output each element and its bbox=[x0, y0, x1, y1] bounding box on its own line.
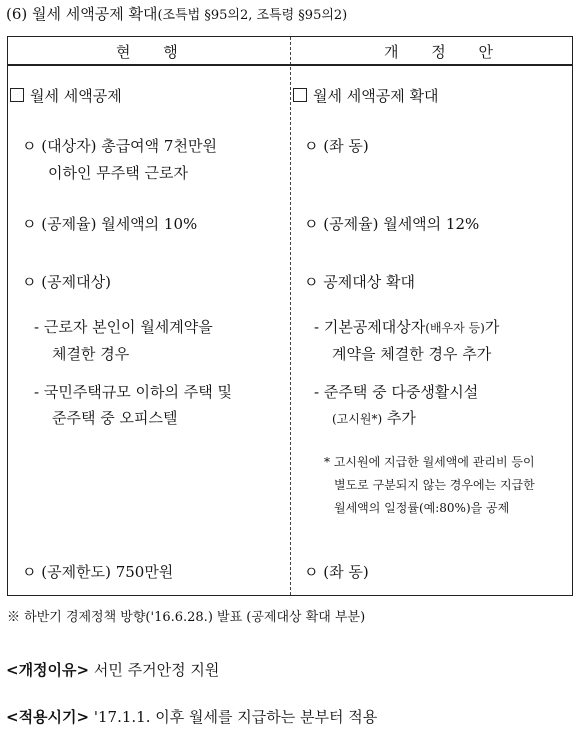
section-title-main: (6) 월세 세액공제 확대 bbox=[6, 5, 158, 23]
current-scope-a-line1: - 근로자 본인이 월세계약을 bbox=[34, 318, 213, 336]
header-current: 현 행 bbox=[116, 43, 192, 61]
current-rate: ㅇ (공제율) 월세액의 10% bbox=[22, 215, 198, 233]
column-divider bbox=[290, 37, 291, 595]
reference-note: ※ 하반기 경제정책 방향('16.6.28.) 발표 (공제대상 확대 부분) bbox=[7, 610, 366, 625]
revised-scope-b-line2 bbox=[332, 405, 416, 432]
revised-footnote-line1: * 고시원에 지급한 월세액에 관리비 등이 bbox=[324, 455, 535, 469]
comparison-table bbox=[7, 36, 573, 596]
revised-scope-a-particle: 가 bbox=[484, 318, 500, 336]
checkbox-square-icon bbox=[293, 88, 307, 102]
effective-date-text: '17.1.1. 이후 월세를 지급하는 분부터 적용 bbox=[93, 708, 378, 726]
current-section-label: 월세 세액공제 bbox=[30, 87, 122, 105]
current-target-line1: ㅇ (대상자) 총급여액 7천만원 bbox=[22, 137, 217, 155]
header-revised: 개 정 안 bbox=[384, 43, 508, 61]
revised-footnote-line3: 월세액의 일정률(예:80%)을 공제 bbox=[334, 501, 510, 515]
current-target-line2: 이하인 무주택 근로자 bbox=[48, 164, 188, 182]
section-title-law-ref: (조특법 §95의2, 조특령 §95의2) bbox=[157, 8, 348, 23]
revised-scope-heading: ㅇ 공제대상 확대 bbox=[304, 273, 415, 291]
revised-scope-a-text: - 기본공제대상자 bbox=[314, 318, 426, 336]
revised-limit: ㅇ (좌 동) bbox=[304, 563, 369, 581]
revised-scope-a-paren: (배우자 등) bbox=[425, 321, 485, 335]
amendment-reason-text: 서민 주거안정 지원 bbox=[93, 661, 220, 679]
amendment-reason-label: <개정이유> bbox=[6, 661, 90, 679]
revised-scope-b-line1: - 준주택 중 다중생활시설 bbox=[314, 383, 479, 401]
revised-scope-b-suffix: 추가 bbox=[382, 409, 416, 427]
revised-scope-b-paren: (고시원*) bbox=[332, 412, 383, 426]
section-title bbox=[6, 3, 347, 24]
current-limit: ㅇ (공제한도) 750만원 bbox=[22, 563, 174, 581]
revised-target: ㅇ (좌 동) bbox=[304, 137, 369, 155]
effective-date-label: <적용시기> bbox=[6, 708, 90, 726]
current-section-heading bbox=[10, 83, 122, 109]
current-scope-b-line1: - 국민주택규모 이하의 주택 및 bbox=[34, 383, 233, 401]
effective-date bbox=[6, 706, 377, 727]
current-scope-b-line2: 준주택 중 오피스텔 bbox=[52, 409, 178, 427]
amendment-reason bbox=[6, 659, 219, 680]
checkbox-square-icon bbox=[10, 88, 24, 102]
header-divider bbox=[8, 64, 572, 66]
current-scope-heading: ㅇ (공제대상) bbox=[22, 273, 111, 291]
revised-scope-a-line2: 계약을 체결한 경우 추가 bbox=[332, 345, 492, 363]
revised-section-label: 월세 세액공제 확대 bbox=[313, 87, 439, 105]
revised-section-heading bbox=[293, 83, 438, 109]
revised-footnote-line2: 별도로 구분되지 않는 경우에는 지급한 bbox=[334, 478, 535, 492]
current-scope-a-line2: 체결한 경우 bbox=[52, 345, 130, 363]
revised-scope-a-line1 bbox=[314, 314, 499, 341]
revised-rate: ㅇ (공제율) 월세액의 12% bbox=[304, 215, 480, 233]
